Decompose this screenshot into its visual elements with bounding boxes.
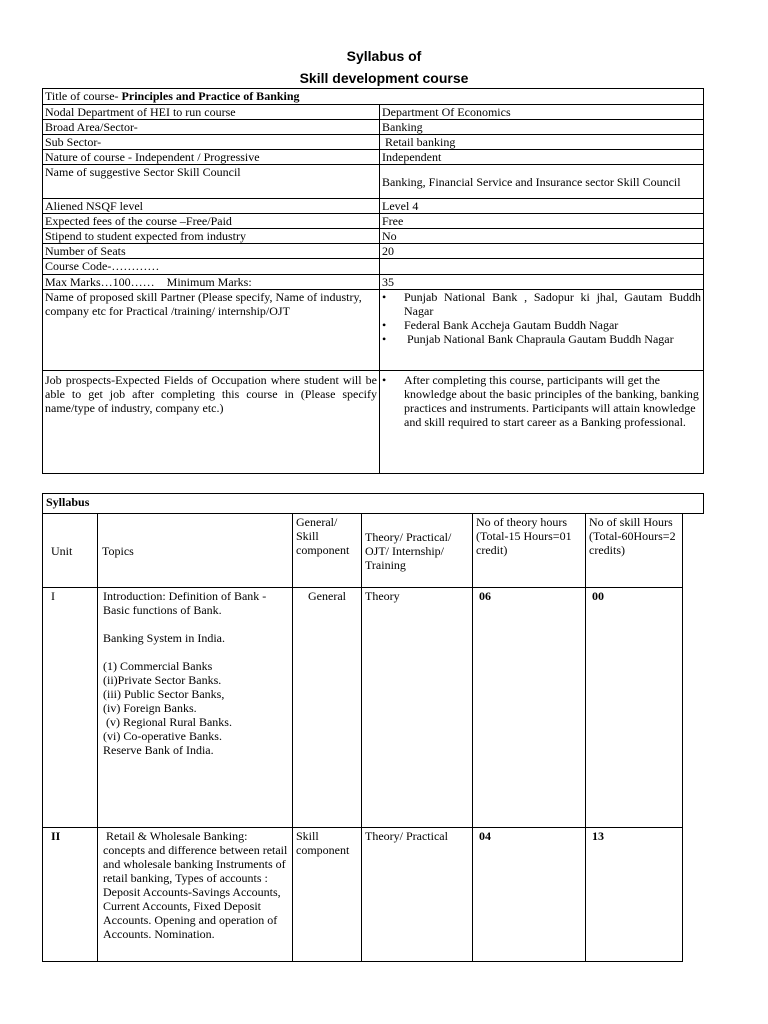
unit-topics — [98, 588, 293, 828]
info-value: 35 — [380, 275, 704, 290]
info-row — [43, 199, 704, 214]
info-label: Broad Area/Sector- — [43, 120, 380, 135]
course-title-value: Principles and Practice of Banking — [121, 89, 300, 103]
unit-topic-item: (1) Commercial Banks — [103, 659, 213, 673]
unit-component: General — [293, 588, 362, 828]
unit-number: II — [43, 828, 98, 962]
skill-partner-item: • Punjab National Bank , Sadopur ki jhal, Gautam Buddh Nagar — [382, 290, 701, 318]
info-row — [43, 275, 704, 290]
unit-theory-hours: 06 — [473, 588, 586, 828]
info-value: Independent — [380, 150, 704, 165]
unit-topic-item: (ii)Private Sector Banks. — [103, 673, 222, 687]
unit-topic-item: (iii) Public Sector Banks, — [103, 687, 225, 701]
info-value: Free — [380, 214, 704, 229]
info-label: Number of Seats — [43, 244, 380, 259]
unit-topic-item: (vi) Co-operative Banks. — [103, 729, 222, 743]
info-label: Expected fees of the course –Free/Paid — [43, 214, 380, 229]
syllabus-header-row — [43, 514, 704, 588]
syllabus-unit-row — [43, 588, 704, 828]
unit-theory-hours: 04 — [473, 828, 586, 962]
info-value: Banking, Financial Service and Insurance sector Skill Council — [380, 165, 704, 199]
unit-skill-hours: 00 — [586, 588, 683, 828]
document-title-line1: Syllabus of — [346, 48, 422, 64]
info-value: No — [380, 229, 704, 244]
skill-partner-item: • Federal Bank Accheja Gautam Buddh Nagar — [382, 318, 701, 332]
unit-type: Theory — [362, 588, 473, 828]
info-value: Level 4 — [380, 199, 704, 214]
course-title-row — [43, 89, 704, 105]
job-prospects-label: Job prospects-Expected Fields of Occupation where student will be able to get job after completing this course in (Please specify name/type of industry, company etc.) — [43, 371, 380, 474]
info-label: Nature of course - Independent / Progressive — [43, 150, 380, 165]
skill-partner-list — [380, 290, 704, 371]
col-header-topics: Topics — [98, 514, 293, 588]
document-title-line2: Skill development course — [299, 70, 469, 86]
unit-topic-item: (iv) Foreign Banks. — [103, 701, 197, 715]
col-header-unit: Unit — [43, 514, 98, 588]
info-row — [43, 229, 704, 244]
info-row — [43, 135, 704, 150]
syllabus-table — [42, 493, 704, 962]
skill-partner-label: Name of proposed skill Partner (Please specify, Name of industry, company etc for Practical /training/ internship/OJT — [43, 290, 380, 371]
col-header-skill-hours: No of skill Hours (Total-60Hours=2 credits) — [586, 514, 683, 588]
info-row — [43, 105, 704, 120]
info-row — [43, 150, 704, 165]
info-label: Sub Sector- — [43, 135, 380, 150]
unit-component: Skill component — [293, 828, 362, 962]
info-value: 20 — [380, 244, 704, 259]
info-value: Retail banking — [380, 135, 704, 150]
skill-partner-row — [43, 290, 704, 371]
syllabus-heading: Syllabus — [43, 494, 704, 514]
unit-number: I — [43, 588, 98, 828]
info-row — [43, 165, 704, 199]
info-value: Banking — [380, 120, 704, 135]
job-prospects-text: • After completing this course, participants will get the knowledge about the basic principles of the banking, banking practices and instruments. Participants will attain knowledge and skill required to start career as a Banking professional. — [382, 373, 701, 429]
col-header-component: General/ Skill component — [293, 514, 362, 588]
course-title-label: Title of course- — [45, 89, 122, 103]
syllabus-heading-row — [43, 494, 704, 514]
skill-partner-item: • Punjab National Bank Chapraula Gautam Buddh Nagar — [382, 332, 701, 346]
info-row — [43, 120, 704, 135]
info-row — [43, 214, 704, 229]
col-header-theory-hours: No of theory hours (Total-15 Hours=01 credit) — [473, 514, 586, 588]
info-label: Name of suggestive Sector Skill Council — [43, 165, 380, 199]
info-label: Course Code-………… — [43, 259, 380, 275]
unit-topic-intro: Introduction: Definition of Bank - Basic functions of Bank. — [103, 589, 267, 617]
col-header-type: Theory/ Practical/ OJT/ Internship/ Training — [362, 514, 473, 588]
unit-topic-heading: Banking System in India. — [103, 631, 225, 645]
syllabus-unit-row — [43, 828, 704, 962]
info-label: Aliened NSQF level — [43, 199, 380, 214]
unit-topic-item: Reserve Bank of India. — [103, 743, 214, 757]
info-value: Department Of Economics — [380, 105, 704, 120]
unit-topics: Retail & Wholesale Banking: concepts and difference between retail and wholesale banking Instruments of retail banking, Types of accounts : Deposit Accounts-Savings Accounts, Current Accounts, Fixed Deposit Accounts. Opening and operation of Accounts. Nomination. — [98, 828, 293, 962]
info-value — [380, 259, 704, 275]
course-info-table — [42, 88, 704, 474]
unit-topic-item: (v) Regional Rural Banks. — [103, 715, 232, 729]
info-row — [43, 259, 704, 275]
unit-skill-hours: 13 — [586, 828, 683, 962]
info-label: Stipend to student expected from industry — [43, 229, 380, 244]
info-label: Max Marks…100…… Minimum Marks: — [43, 275, 380, 290]
unit-type: Theory/ Practical — [362, 828, 473, 962]
info-label: Nodal Department of HEI to run course — [43, 105, 380, 120]
job-prospects-row — [43, 371, 704, 474]
info-row — [43, 244, 704, 259]
